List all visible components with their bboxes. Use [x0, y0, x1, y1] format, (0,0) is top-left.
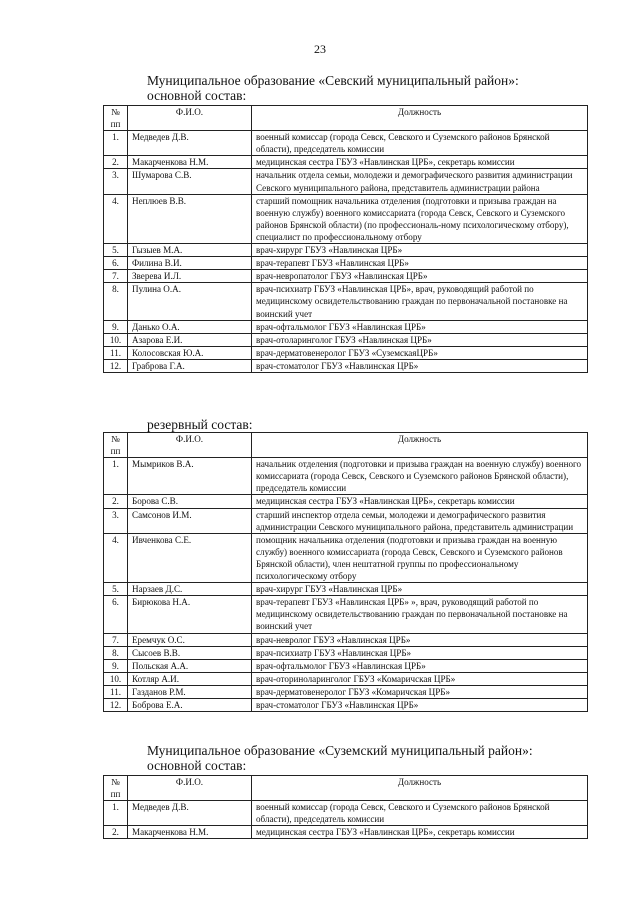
table-body — [104, 458, 588, 712]
row-number-cell: 10. — [104, 672, 128, 685]
table-row — [104, 533, 588, 582]
row-number-cell: 9. — [104, 320, 128, 333]
row-number-cell: 4. — [104, 533, 128, 582]
row-number-cell: 6. — [104, 596, 128, 633]
table-row — [104, 508, 588, 533]
member-position-cell: врач-стоматолог ГБУЗ «Навлинская ЦРБ» — [252, 698, 588, 711]
row-number-cell: 5. — [104, 244, 128, 257]
member-position-cell: медицинская сестра ГБУЗ «Навлинская ЦРБ», секретарь комиссии — [252, 156, 588, 169]
member-position-cell: врач-невролог ГБУЗ «Навлинская ЦРБ» — [252, 633, 588, 646]
row-number-cell: 10. — [104, 333, 128, 346]
members-table-suzemsky-main — [103, 775, 588, 839]
table-row — [104, 646, 588, 659]
heading-line: Муниципальное образование «Суземский муниципальный район»: — [147, 743, 533, 758]
member-position-cell: военный комиссар (города Севск, Севского и Суземского районов Брянской области), председатель комиссии — [252, 801, 588, 826]
row-number-cell: 2. — [104, 826, 128, 839]
row-number-cell: 3. — [104, 508, 128, 533]
member-position-cell: врач-терапевт ГБУЗ «Навлинская ЦРБ» — [252, 257, 588, 270]
member-name-cell: Пулина О.А. — [128, 283, 252, 320]
member-position-cell: врач-офтальмолог ГБУЗ «Навлинская ЦРБ» — [252, 659, 588, 672]
table-row — [104, 244, 588, 257]
row-number-cell: 7. — [104, 633, 128, 646]
row-number-cell: 8. — [104, 283, 128, 320]
member-name-cell: Макарченкова Н.М. — [128, 156, 252, 169]
table-row — [104, 283, 588, 320]
table-body — [104, 801, 588, 839]
member-name-cell: Сысоев В.В. — [128, 646, 252, 659]
column-header-name: Ф.И.О. — [128, 106, 252, 131]
member-name-cell: Шумарова С.В. — [128, 169, 252, 194]
row-number-cell: 8. — [104, 646, 128, 659]
member-name-cell: Самсонов И.М. — [128, 508, 252, 533]
members-table-sevsky-reserve — [103, 432, 588, 712]
member-name-cell: Борова С.В. — [128, 495, 252, 508]
members-table-sevsky-main — [103, 105, 588, 373]
row-number-cell: 11. — [104, 685, 128, 698]
member-position-cell: медицинская сестра ГБУЗ «Навлинская ЦРБ», секретарь комиссии — [252, 495, 588, 508]
table-row — [104, 257, 588, 270]
table-row — [104, 801, 588, 826]
row-number-cell: 6. — [104, 257, 128, 270]
member-position-cell: врач-стоматолог ГБУЗ «Навлинская ЦРБ» — [252, 359, 588, 372]
member-name-cell: Боброва Е.А. — [128, 698, 252, 711]
table-row — [104, 333, 588, 346]
member-name-cell: Нарзаев Д.С. — [128, 583, 252, 596]
member-position-cell: врач-офтальмолог ГБУЗ «Навлинская ЦРБ» — [252, 320, 588, 333]
table-row — [104, 583, 588, 596]
member-name-cell: Макарченкова Н.М. — [128, 826, 252, 839]
member-position-cell: начальник отделения (подготовки и призыва граждан на военную службу) военного комиссариата (города Севск, Севского и Суземского районов Брянской области), председатель комиссии — [252, 458, 588, 495]
member-position-cell: врач-хирург ГБУЗ «Навлинская ЦРБ» — [252, 583, 588, 596]
member-position-cell: врач-отоларинголог ГБУЗ «Навлинская ЦРБ» — [252, 333, 588, 346]
row-number-cell: 2. — [104, 156, 128, 169]
member-position-cell: врач-дерматовенеролог ГБУЗ «СуземскаяЦРБ» — [252, 346, 588, 359]
row-number-cell: 9. — [104, 659, 128, 672]
table-row — [104, 659, 588, 672]
member-position-cell: врач-психиатр ГБУЗ «Навлинская ЦРБ» — [252, 646, 588, 659]
member-position-cell: военный комиссар (города Севск, Севского и Суземского районов Брянской области), председатель комиссии — [252, 131, 588, 156]
member-name-cell: Ивченкова С.Е. — [128, 533, 252, 582]
column-header-position: Должность — [252, 433, 588, 458]
member-position-cell: старший инспектор отдела семьи, молодежи и демографического развития администрации Севского муниципального района, представитель администрации — [252, 508, 588, 533]
row-number-cell: 4. — [104, 194, 128, 243]
member-name-cell: Бирюкова Н.А. — [128, 596, 252, 633]
member-position-cell: медицинская сестра ГБУЗ «Навлинская ЦРБ», секретарь комиссии — [252, 826, 588, 839]
member-name-cell: Азарова Е.И. — [128, 333, 252, 346]
member-name-cell: Газданов Р.М. — [128, 685, 252, 698]
member-name-cell: Польская А.А. — [128, 659, 252, 672]
member-name-cell: Граброва Г.А. — [128, 359, 252, 372]
member-position-cell: врач-невропатолог ГБУЗ «Навлинская ЦРБ» — [252, 270, 588, 283]
table-header-row — [104, 776, 588, 801]
member-name-cell: Еремчук О.С. — [128, 633, 252, 646]
row-number-cell: 7. — [104, 270, 128, 283]
table-row — [104, 194, 588, 243]
row-number-cell: 3. — [104, 169, 128, 194]
member-position-cell: врач-терапевт ГБУЗ «Навлинская ЦРБ» », врач, руководящий работой по медицинскому освидетельствованию граждан по первоначальной постановке на воинский учет — [252, 596, 588, 633]
table-row — [104, 633, 588, 646]
table-row — [104, 826, 588, 839]
table-row — [104, 458, 588, 495]
table-row — [104, 131, 588, 156]
heading-line: резервный состав: — [147, 417, 253, 432]
member-position-cell: врач-психиатр ГБУЗ «Навлинская ЦРБ», врач, руководящий работой по медицинскому освидетельствованию граждан по первоначальной постановке на воинский учет — [252, 283, 588, 320]
row-number-cell: 2. — [104, 495, 128, 508]
table-row — [104, 156, 588, 169]
table-row — [104, 698, 588, 711]
table-row — [104, 685, 588, 698]
row-number-cell: 1. — [104, 458, 128, 495]
row-number-cell: 1. — [104, 131, 128, 156]
section-heading-sevsky-main — [147, 73, 519, 103]
heading-line: Муниципальное образование «Севский муниципальный район»: — [147, 73, 519, 88]
table-row — [104, 169, 588, 194]
table-body — [104, 131, 588, 373]
table-header-row — [104, 106, 588, 131]
column-header-name: Ф.И.О. — [128, 776, 252, 801]
member-position-cell: помощник начальника отделения (подготовки и призыва граждан на военную службу) военного комиссариата (города Севск, Севского и Суземского районов Брянской области), член нештатной группы по профессиональному психологическому отбору — [252, 533, 588, 582]
member-position-cell: старший помощник начальника отделения (подготовки и призыва граждан на военную службу) военного комиссариата (города Севск, Севского и Суземского районов Брянской области) (по профессиональ-ному психологическому отбору), специалист по профессиональному отбору — [252, 194, 588, 243]
row-number-cell: 1. — [104, 801, 128, 826]
row-number-cell: 5. — [104, 583, 128, 596]
member-name-cell: Филина В.И. — [128, 257, 252, 270]
section-heading-suzemsky-main — [147, 743, 533, 773]
member-position-cell: врач-оториноларинголог ГБУЗ «Комаричская ЦРБ» — [252, 672, 588, 685]
table-row — [104, 346, 588, 359]
row-number-cell: 12. — [104, 359, 128, 372]
table-row — [104, 495, 588, 508]
column-header-number: № пп — [104, 106, 128, 131]
member-name-cell: Неплюев В.В. — [128, 194, 252, 243]
heading-line: основной состав: — [147, 758, 247, 773]
column-header-position: Должность — [252, 106, 588, 131]
column-header-number: № пп — [104, 776, 128, 801]
member-name-cell: Медведев Д.В. — [128, 131, 252, 156]
member-name-cell: Зверева И.Л. — [128, 270, 252, 283]
member-position-cell: начальник отдела семьи, молодежи и демографического развития администрации Севского муниципального района, представитель администрации района — [252, 169, 588, 194]
column-header-number: № пп — [104, 433, 128, 458]
table-row — [104, 270, 588, 283]
row-number-cell: 12. — [104, 698, 128, 711]
section-heading-sevsky-reserve — [147, 417, 253, 432]
column-header-position: Должность — [252, 776, 588, 801]
member-name-cell: Мымриков В.А. — [128, 458, 252, 495]
member-name-cell: Данько О.А. — [128, 320, 252, 333]
member-name-cell: Котляр А.И. — [128, 672, 252, 685]
table-row — [104, 320, 588, 333]
table-row — [104, 672, 588, 685]
member-name-cell: Медведев Д.В. — [128, 801, 252, 826]
member-name-cell: Гызыев М.А. — [128, 244, 252, 257]
table-header-row — [104, 433, 588, 458]
member-name-cell: Колосовская Ю.А. — [128, 346, 252, 359]
member-position-cell: врач-дерматовенеролог ГБУЗ «Комаричская ЦРБ» — [252, 685, 588, 698]
table-row — [104, 596, 588, 633]
column-header-name: Ф.И.О. — [128, 433, 252, 458]
page-number: 23 — [314, 42, 326, 56]
table-row — [104, 359, 588, 372]
heading-line: основной состав: — [147, 88, 247, 103]
member-position-cell: врач-хирург ГБУЗ «Навлинская ЦРБ» — [252, 244, 588, 257]
row-number-cell: 11. — [104, 346, 128, 359]
